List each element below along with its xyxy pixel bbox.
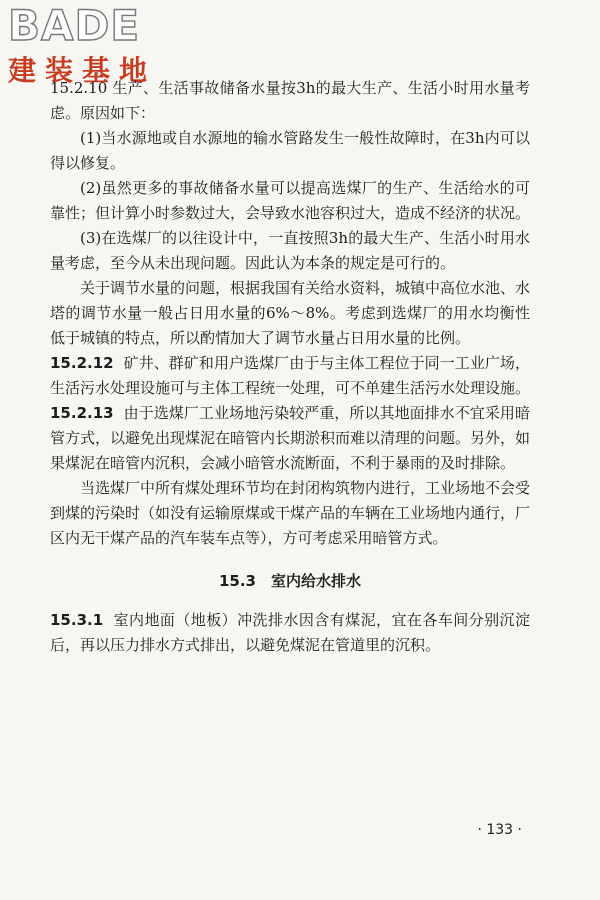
clause-15-2-12 (50, 351, 530, 401)
section-title: 15.3 室内给水排水 (218, 572, 361, 590)
paragraph-15-2-10: 15.2.10 生产、生活事故储备水量按3h的最大生产、生活小时用水量考虑。原因如下： (50, 79, 530, 122)
paragraph-regulating-water: 关于调节水量的问题，根据我国有关给水资料，城镇中高位水池、水塔的调节水量一般占日用水量的6%～8%。考虑到选煤厂的用水均衡性低于城镇的特点，所以酌情加大了调节水量占日用水量的比例。 (50, 279, 531, 347)
clause-number: 15.2.13 (50, 404, 114, 422)
clause-text: 矿井、群矿和用户选煤厂由于与主体工程位于同一工业广场，生活污水处理设施可与主体工程统一处理，可不单建生活污水处理设施。 (50, 354, 531, 397)
paragraph-reason-1: (1)当水源地或自水源地的输水管路发生一般性故障时，在3h内可以得以修复。 (50, 129, 530, 172)
page-body (50, 76, 530, 658)
logo-wordmark: BADE (8, 1, 141, 50)
logo-subtitle: 建装基地 (8, 54, 157, 87)
clause-number: 15.2.12 (50, 354, 114, 372)
paragraph-reason-3: (3)在选煤厂的以往设计中，一直按照3h的最大生产、生活小时用水量考虑，至今从未出现问题。因此认为本条的规定是可行的。 (50, 229, 530, 272)
paragraph-reason-2: (2)虽然更多的事故储备水量可以提高选煤厂的生产、生活给水的可靠性；但计算小时参数过大，会导致水池容积过大，造成不经济的状况。 (50, 179, 531, 222)
clause-15-2-13 (50, 401, 530, 476)
clause-text: 由于选煤厂工业场地污染较严重，所以其地面排水不宜采用暗管方式，以避免出现煤泥在暗管内长期淤积而难以清理的问题。另外，如果煤泥在暗管内沉积，会减小暗管水流断面，不利于暴雨的及时排除。 (50, 404, 531, 472)
clause-15-3-1 (50, 608, 530, 658)
clause-text: 室内地面（地板）冲洗排水因含有煤泥，宜在各车间分别沉淀后，再以压力排水方式排出，以避免煤泥在管道里的沉积。 (50, 611, 530, 654)
clause-number: 15.3.1 (50, 611, 104, 629)
paragraph-closed-pipe: 当选煤厂中所有煤处理环节均在封闭构筑物内进行，工业场地不会受到煤的污染时（如没有运输原煤或干煤产品的车辆在工业场地内通行，厂区内无干煤产品的汽车装车点等），方可考虑采用暗管方式。 (50, 479, 531, 547)
page-number: · 133 · (477, 822, 522, 838)
